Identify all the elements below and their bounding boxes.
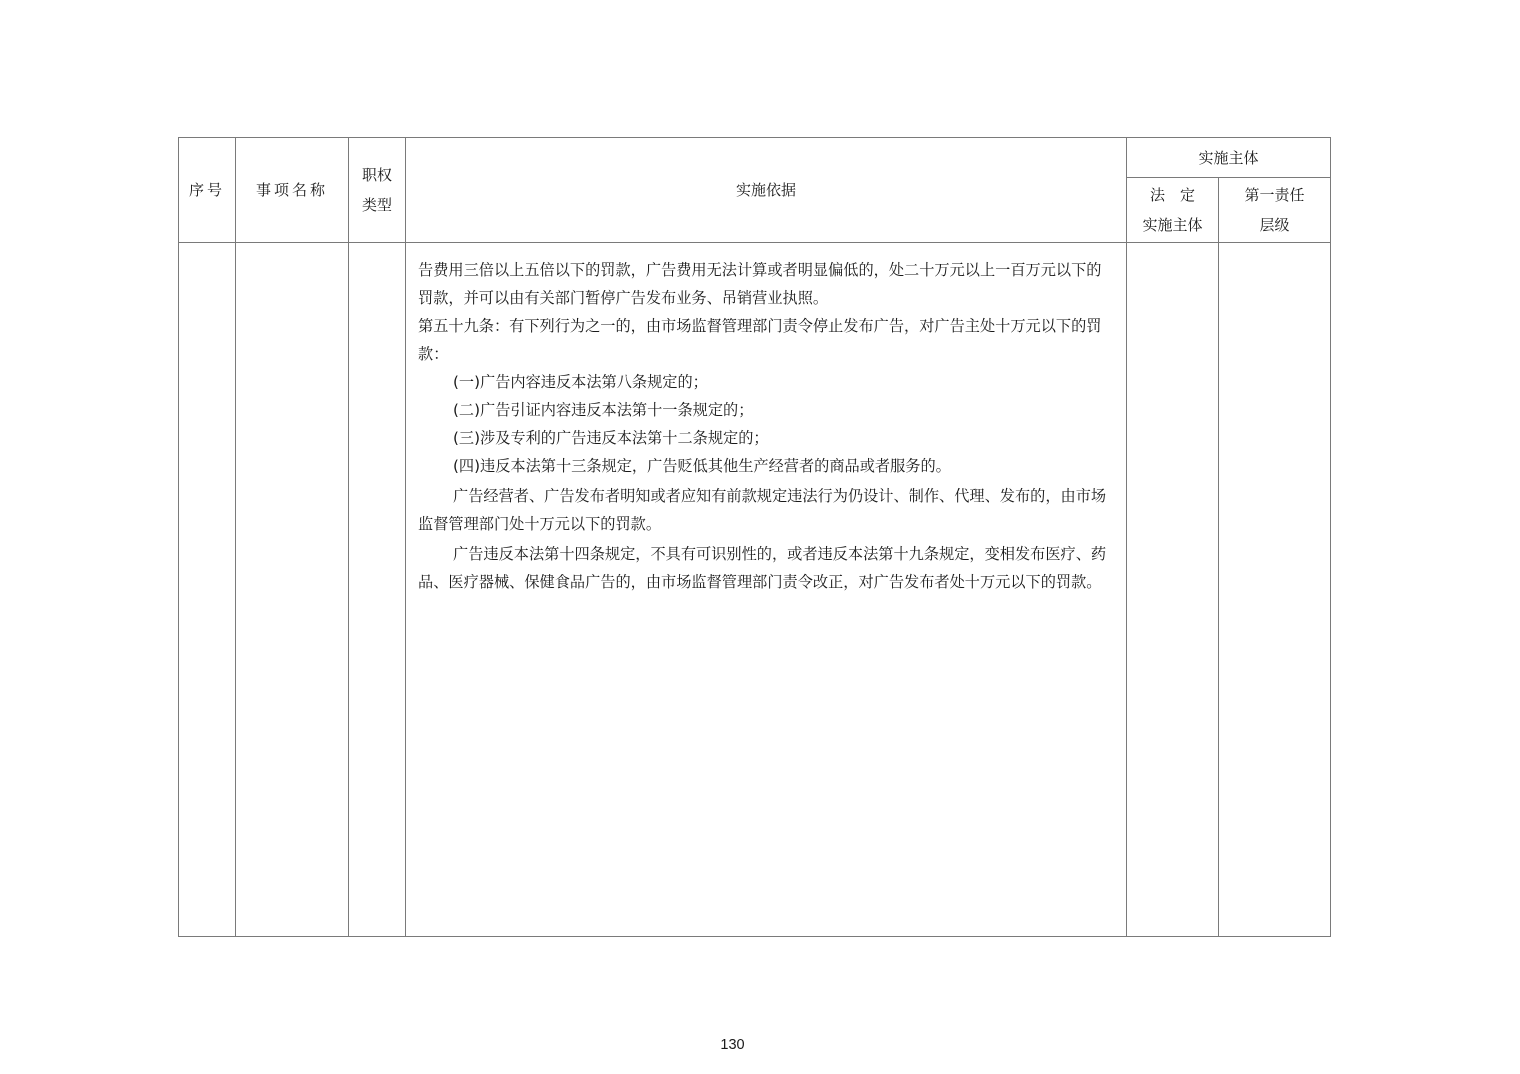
cell-legal-subject: [1127, 243, 1219, 937]
header-authority-type: [349, 138, 406, 243]
table-row: [179, 243, 1331, 937]
basis-list-item: (一)广告内容违反本法第八条规定的；: [453, 373, 708, 391]
header-legal-subject-line2: 实施主体: [1142, 216, 1203, 234]
basis-list-item: (四)违反本法第十三条规定，广告贬低其他生产经营者的商品或者服务的。: [453, 457, 951, 475]
basis-paragraph: 第五十九条：有下列行为之一的，由市场监督管理部门责令停止发布广告，对广告主处十万元以下的罚款：: [418, 317, 1102, 363]
header-seq: 序号: [179, 138, 236, 243]
cell-authority-type: [349, 243, 406, 937]
header-subject-group: 实施主体: [1127, 138, 1331, 178]
header-item-name: 事项名称: [236, 138, 349, 243]
header-authority-type-line1: 职权: [361, 166, 392, 184]
enforcement-table: [178, 137, 1331, 937]
header-legal-subject: [1127, 178, 1219, 243]
basis-list-item: (三)涉及专利的广告违反本法第十二条规定的；: [453, 429, 769, 447]
header-first-responsibility: [1219, 178, 1331, 243]
header-authority-type-line2: 类型: [361, 196, 392, 214]
cell-seq: [179, 243, 236, 937]
basis-paragraph: 告费用三倍以上五倍以下的罚款，广告费用无法计算或者明显偏低的，处二十万元以上一百万元以下的罚款，并可以由有关部门暂停广告发布业务、吊销营业执照。: [418, 261, 1102, 307]
header-first-responsibility-line1: 第一责任: [1244, 186, 1305, 204]
page-number: 130: [720, 1037, 745, 1053]
header-first-responsibility-line2: 层级: [1259, 216, 1290, 234]
basis-paragraph: 广告经营者、广告发布者明知或者应知有前款规定违法行为仍设计、制作、代理、发布的，由市场监督管理部门处十万元以下的罚款。: [418, 487, 1107, 533]
cell-basis: [406, 243, 1127, 937]
header-basis: 实施依据: [406, 138, 1127, 243]
cell-first-responsibility: [1219, 243, 1331, 937]
cell-item-name: [236, 243, 349, 937]
header-legal-subject-line1: 法 定: [1149, 186, 1195, 204]
basis-paragraph: 广告违反本法第十四条规定，不具有可识别性的，或者违反本法第十九条规定，变相发布医疗、药品、医疗器械、保健食品广告的，由市场监督管理部门责令改正，对广告发布者处十万元以下的罚款。: [418, 545, 1107, 591]
basis-list-item: (二)广告引证内容违反本法第十一条规定的；: [453, 401, 754, 419]
